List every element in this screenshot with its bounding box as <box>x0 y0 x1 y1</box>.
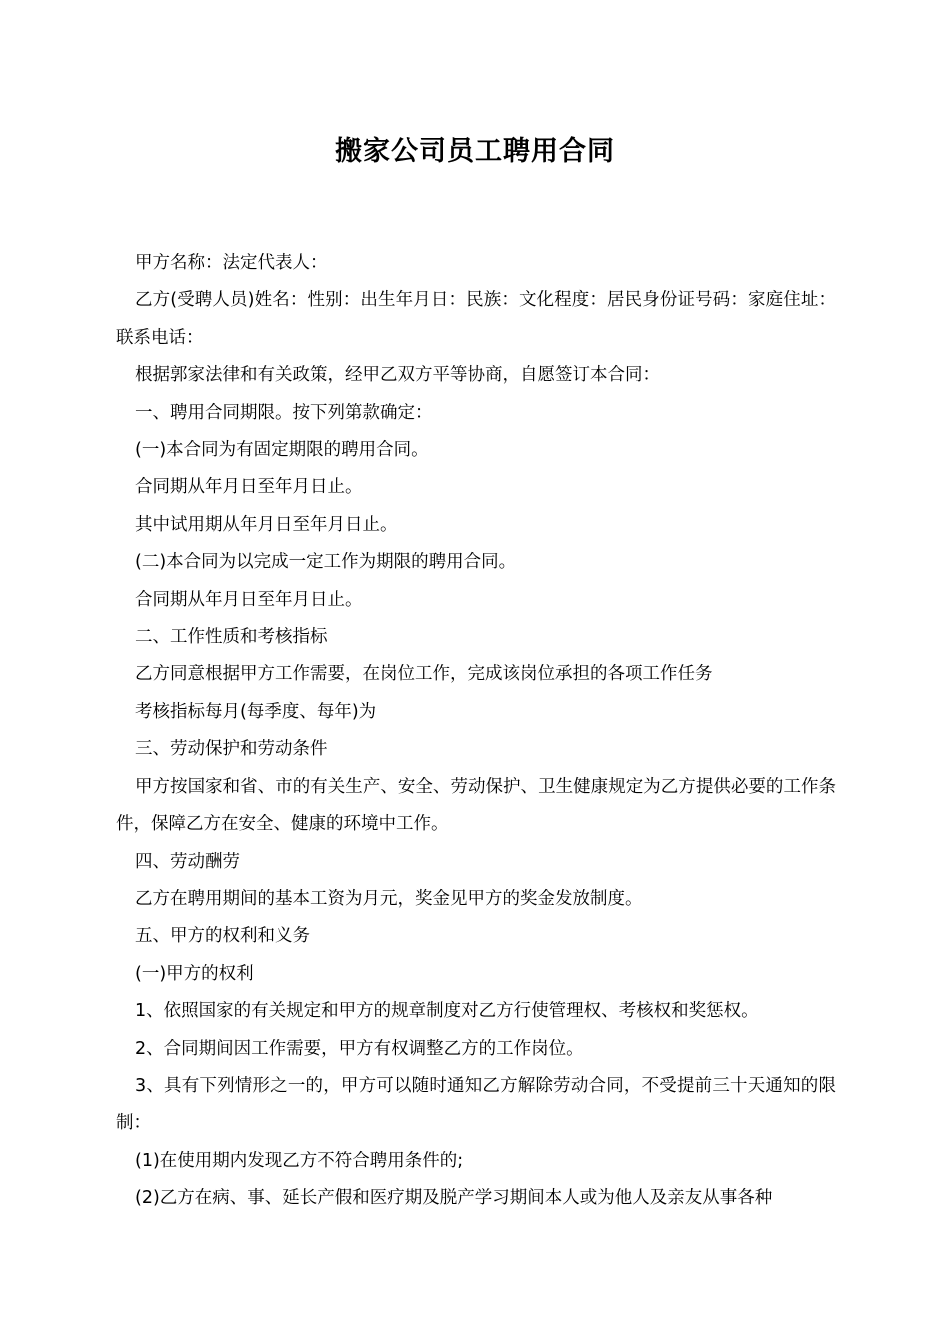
paragraph: 甲方名称：法定代表人： <box>135 253 328 273</box>
paragraph: 合同期从年月日至年月日止。 <box>135 589 363 610</box>
paragraph: 二、工作性质和考核指标 <box>135 627 328 648</box>
paragraph: (一)本合同为有固定期限的聘用合同。 <box>135 440 429 461</box>
paragraph: 乙方在聘用期间的基本工资为月元，奖金见甲方的奖金发放制度。 <box>135 888 643 909</box>
paragraph: 三、劳动保护和劳动条件 <box>135 739 328 760</box>
paragraph: (一)甲方的权利 <box>135 963 254 984</box>
paragraph: (1)在使用期内发现乙方不符合聘用条件的; <box>135 1150 464 1171</box>
paragraph: 根据郭家法律和有关政策，经甲乙双方平等协商，自愿签订本合同： <box>135 365 660 386</box>
paragraph: 一、聘用合同期限。按下列第款确定： <box>135 402 433 423</box>
paragraph: 乙方同意根据甲方工作需要，在岗位工作，完成该岗位承担的各项工作任务 <box>135 664 713 685</box>
paragraph: (2)乙方在病、事、延长产假和医疗期及脱产学习期间本人或为他人及亲友从事各种 <box>135 1188 773 1209</box>
paragraph: 1、依照国家的有关规定和甲方的规章制度对乙方行使管理权、考核权和奖惩权。 <box>135 1001 759 1022</box>
paragraph: 乙方(受聘人员)姓名：性别：出生年月日：民族：文化程度：居民身份证号码：家庭住址：联系电话： <box>116 290 836 348</box>
paragraph: 3、具有下列情形之一的，甲方可以随时通知乙方解除劳动合同，不受提前三十天通知的限制： <box>116 1075 836 1134</box>
paragraph: 考核指标每月(每季度、每年)为 <box>135 701 377 722</box>
paragraph: 2、合同期间因工作需要，甲方有权调整乙方的工作岗位。 <box>135 1038 584 1059</box>
paragraph: 其中试用期从年月日至年月日止。 <box>135 514 398 535</box>
paragraph: 甲方按国家和省、市的有关生产、安全、劳动保护、卫生健康规定为乙方提供必要的工作条件，保障乙方在安全、健康的环境中工作。 <box>116 776 836 835</box>
document-title: 搬家公司员工聘用合同 <box>335 136 615 167</box>
paragraph: 四、劳动酬劳 <box>135 851 240 872</box>
paragraph: 五、甲方的权利和义务 <box>135 926 310 947</box>
paragraph: 合同期从年月日至年月日止。 <box>135 477 363 498</box>
document-body <box>116 245 836 1218</box>
paragraph: (二)本合同为以完成一定工作为期限的聘用合同。 <box>135 552 517 573</box>
